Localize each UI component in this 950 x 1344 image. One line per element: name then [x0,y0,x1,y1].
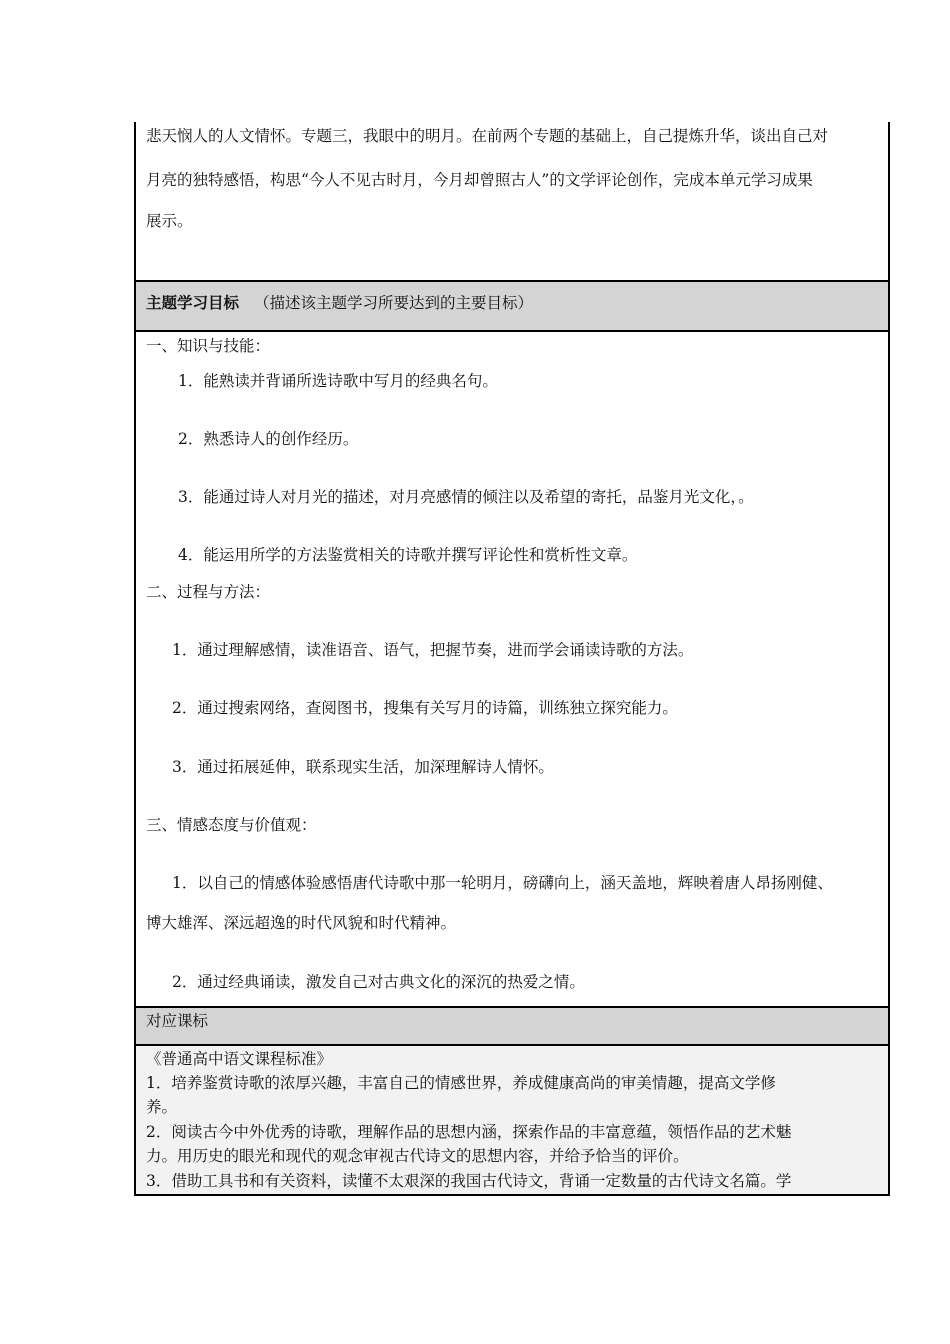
knowledge-item: 3．能通过诗人对月光的描述，对月亮感情的倾注以及希望的寄托，品鉴月光文化，。 [178,488,754,506]
intro-line: 月亮的独特感悟，构思“今人不见古时月，今月却曾照古人”的文学评论创作，完成本单元学习成果 [146,171,813,189]
standards-line: 力。用历史的眼光和现代的观念审视古代诗文的思想内容，并给予恰当的评价。 [146,1147,689,1165]
knowledge-item: 4．能运用所学的方法鉴赏相关的诗歌并撰写评论性和赏析性文章。 [178,546,638,564]
standards-line: 3．借助工具书和有关资料，读懂不太艰深的我国古代诗文，背诵一定数量的古代诗文名篇。学 [146,1172,792,1190]
standards-line: 《普通高中语文课程标准》 [146,1050,333,1068]
standards-line: 1．培养鉴赏诗歌的浓厚兴趣，丰富自己的情感世界，养成健康高尚的审美情趣，提高文学修 [146,1074,776,1092]
standards-header-title: 对应课标 [146,1012,209,1030]
process-item: 1．通过理解感情，读准语音、语气，把握节奏，进而学会诵读诗歌的方法。 [172,641,694,659]
knowledge-item: 1．能熟读并背诵所选诗歌中写月的经典名句。 [178,372,498,390]
emotion-item: 2．通过经典诵读，激发自己对古典文化的深沉的热爱之情。 [172,973,585,991]
process-item: 3．通过拓展延伸，联系现实生活，加深理解诗人情怀。 [172,758,554,776]
emotion-item: 1．以自己的情感体验感悟唐代诗歌中那一轮明月，磅礴向上，涵天盖地，辉映着唐人昂扬刚健、 [172,874,833,892]
document-table [134,122,890,1196]
goals-header [136,282,888,330]
process-heading: 二、过程与方法： [146,583,271,601]
emotion-item-continuation: 博大雄浑、深远超逸的时代风貌和时代精神。 [146,914,457,932]
standards-line: 2．阅读古今中外优秀的诗歌，理解作品的思想内涵，探索作品的丰富意蕴，领悟作品的艺术魅 [146,1123,792,1141]
goals-section [136,332,888,1006]
goals-header-note: （描述该主题学习所要达到的主要目标） [253,294,533,312]
intro-line: 展示。 [146,212,193,230]
emotion-heading: 三、情感态度与价值观： [146,816,317,834]
intro-section [136,122,888,280]
divider [136,1194,888,1196]
knowledge-item: 2．熟悉诗人的创作经历。 [178,430,359,448]
standards-header [136,1008,888,1044]
standards-section [136,1046,888,1196]
intro-line: 悲天悯人的人文情怀。专题三，我眼中的明月。在前两个专题的基础上，自己提炼升华，谈出自己对 [146,127,829,145]
goals-header-title: 主题学习目标 [146,293,240,312]
knowledge-heading: 一、知识与技能： [146,337,271,355]
process-item: 2．通过搜索网络，查阅图书，搜集有关写月的诗篇，训练独立探究能力。 [172,699,678,717]
standards-line: 养。 [146,1098,178,1116]
